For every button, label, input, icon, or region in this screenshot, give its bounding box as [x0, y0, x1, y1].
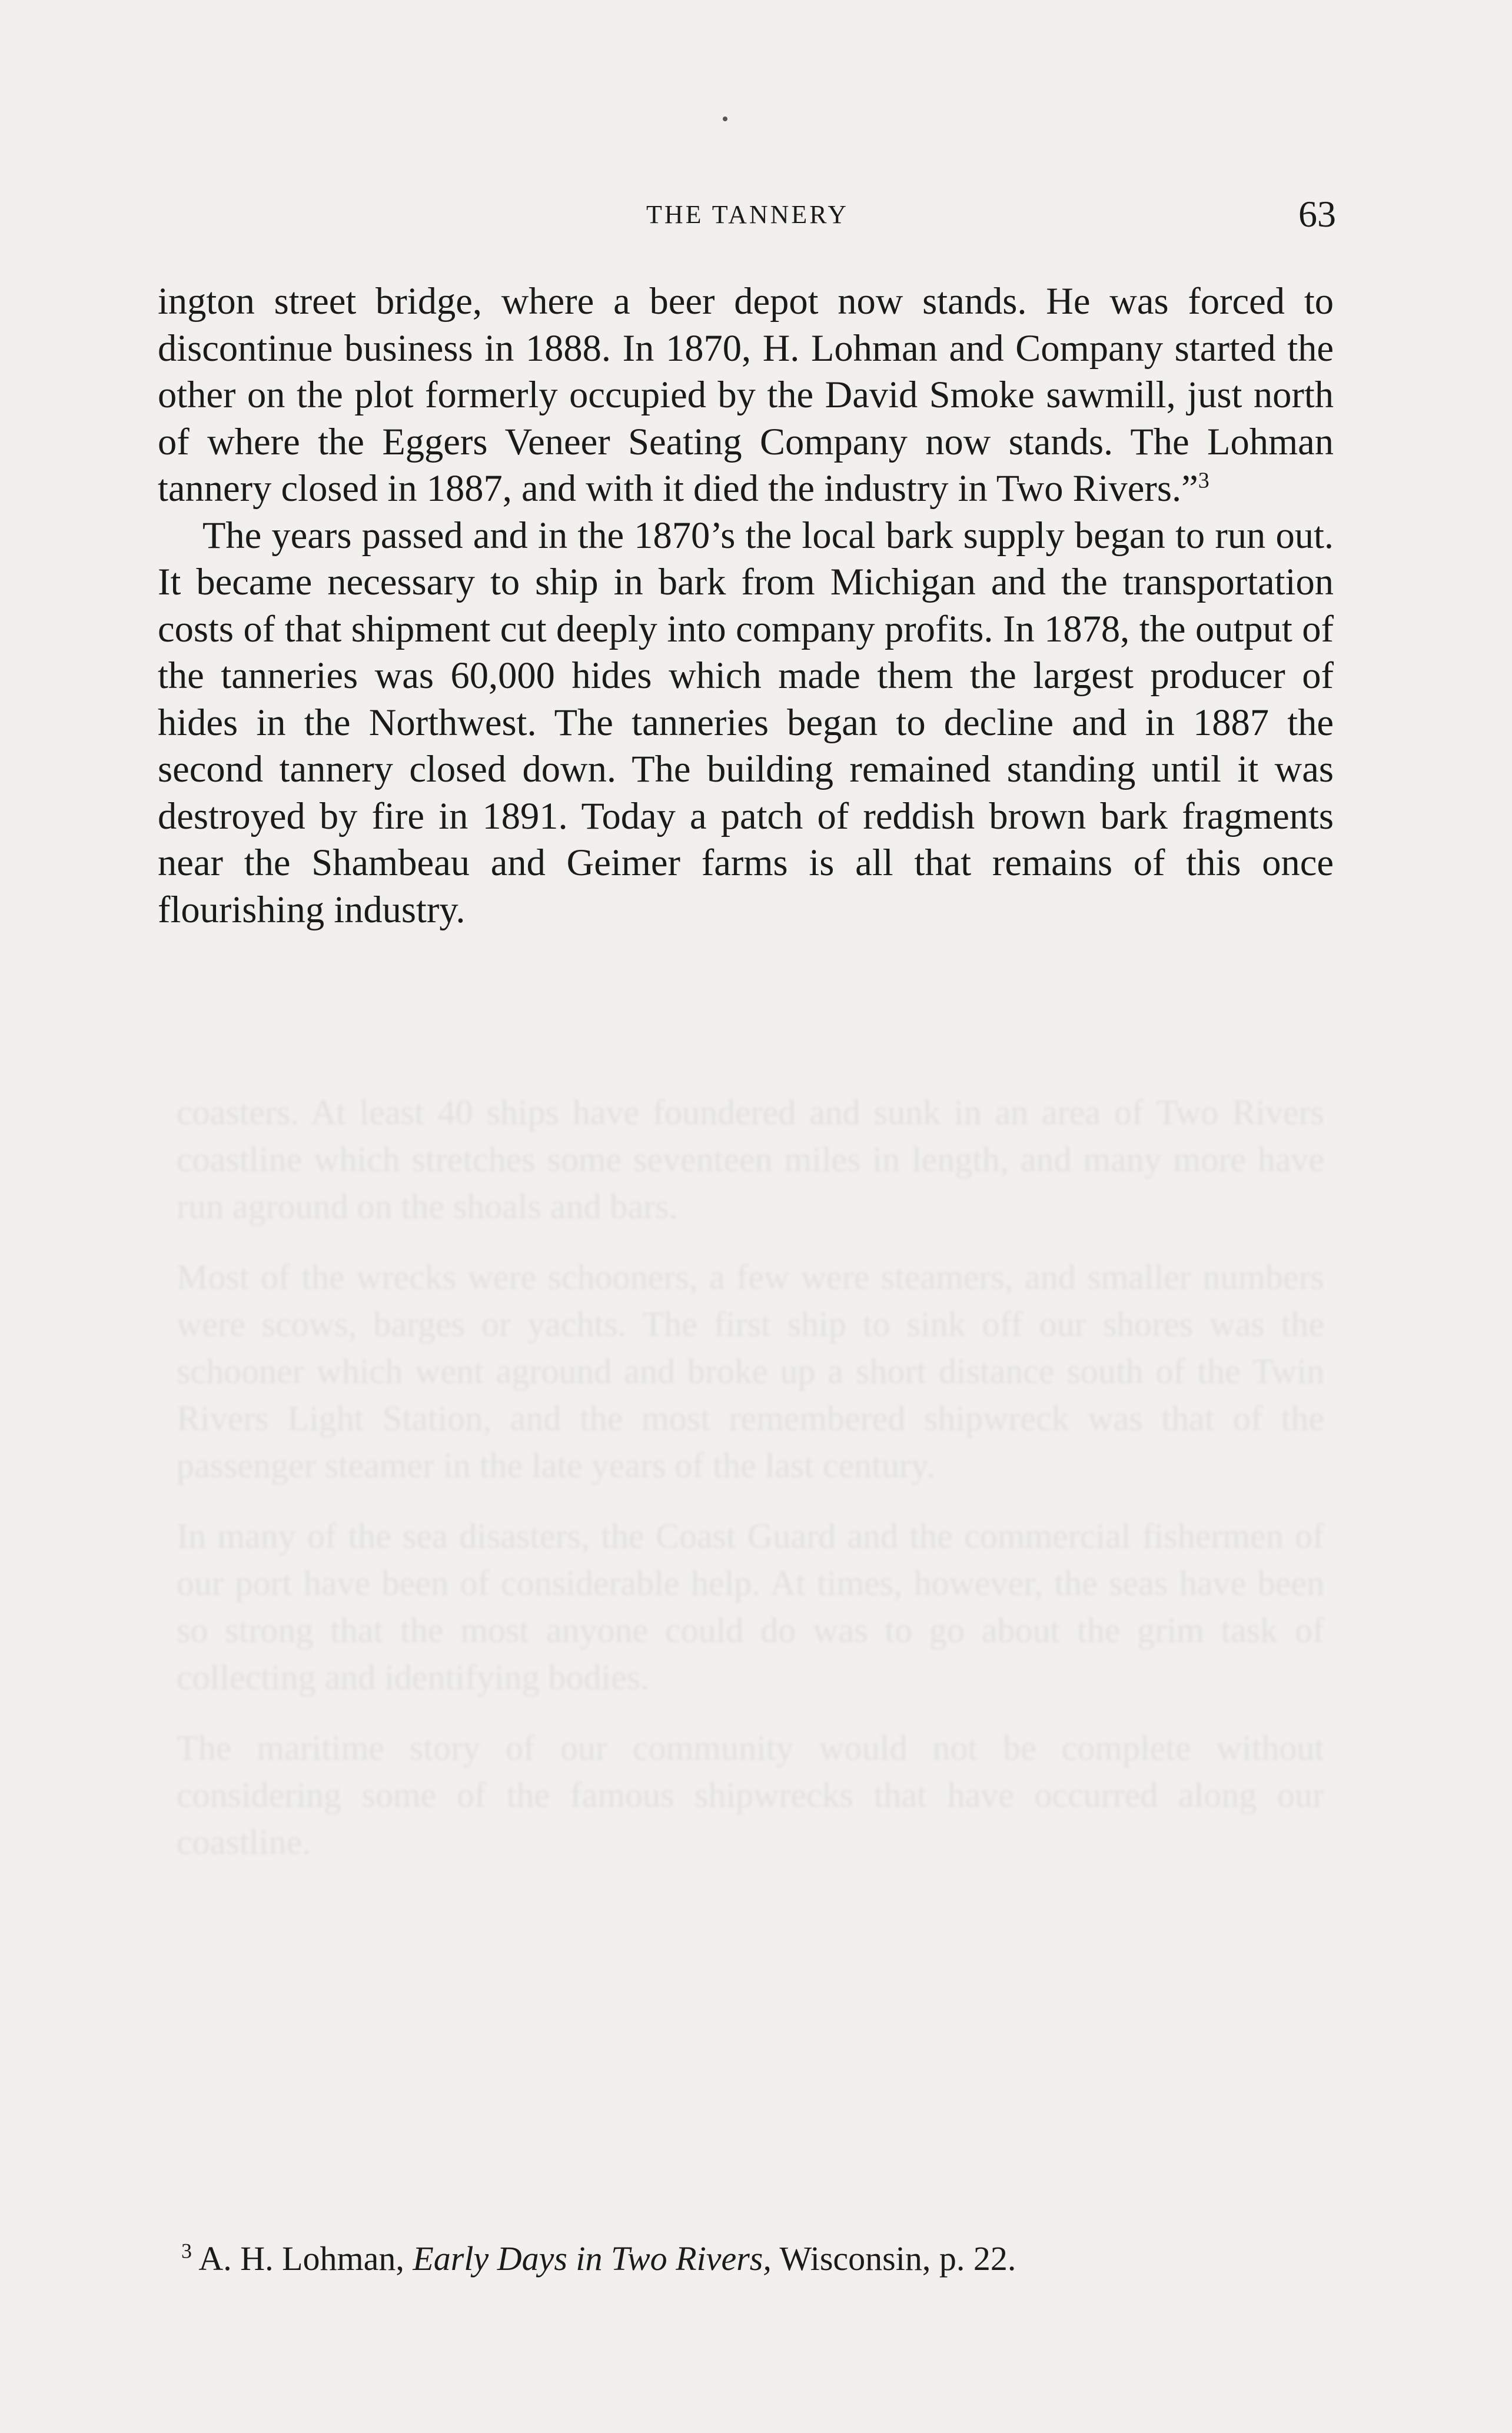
running-title: THE TANNERY — [646, 200, 849, 229]
footnote-marker: 3 — [181, 2239, 192, 2263]
footnote-citation: Wisconsin, p. 22. — [779, 2239, 1016, 2278]
page-speck — [723, 117, 727, 121]
page-number: 63 — [1298, 193, 1336, 235]
paragraph-1 — [158, 278, 1334, 512]
running-head — [159, 194, 1336, 241]
paragraph-1-text: ington street bridge, where a beer depot now stands. He was forced to discontinue business in 1888. In 1870, H. Lohman and Company started the other on the plot formerly occupied by the David Smoke sawmill, just north of where the Eggers Veneer Seating Company now stands. The Lohman tannery closed in 1887, and with it died the industry in Two Rivers.” — [158, 280, 1334, 509]
body-text — [158, 278, 1334, 933]
footnote-reference: 3 — [1198, 468, 1209, 493]
footnote-book-title: Early Days in Two Rivers, — [413, 2239, 772, 2278]
show-through-text: coasters. At least 40 ships have foundered and sunk in an area of Two Rivers coastline which stretches some seventeen miles in length, and many more have run aground on the shoals and bars. Most of the wrecks were schooners, a few were steamers, and smaller numbers were scows, barges or yachts. The first ship to sink off our shores was the schooner which went aground and broke up a short distance south of the Twin Rivers Light Station, and the most remembered shipwreck was that of the passenger steamer in the late years of the last century. In many of the sea disasters, the Coast Guard and the commercial fishermen of our port have been of considerable help. At times, however, the seas have been so strong that the most anyone could do was to go about the grim task of collecting and identifying bodies. The maritime story of our community would not be complete without considering some of the famous shipwrecks that have occurred along our coastline. — [177, 1093, 1324, 1862]
paragraph-2: The years passed and in the 1870’s the local bark supply began to run out. It became necessary to ship in bark from Michigan and the transportation costs of that shipment cut deeply into company profits. In 1878, the output of the tanneries was 60,000 hides which made them the largest producer of hides in the Northwest. The tanneries began to decline and in 1887 the second tannery closed down. The building remained standing until it was destroyed by fire in 1891. Today a patch of reddish brown bark fragments near the Shambeau and Geimer farms is all that remains of this once flourishing industry. — [158, 514, 1334, 930]
footnote-author: A. H. Lohman, — [198, 2239, 404, 2278]
footnote — [181, 2235, 1335, 2282]
